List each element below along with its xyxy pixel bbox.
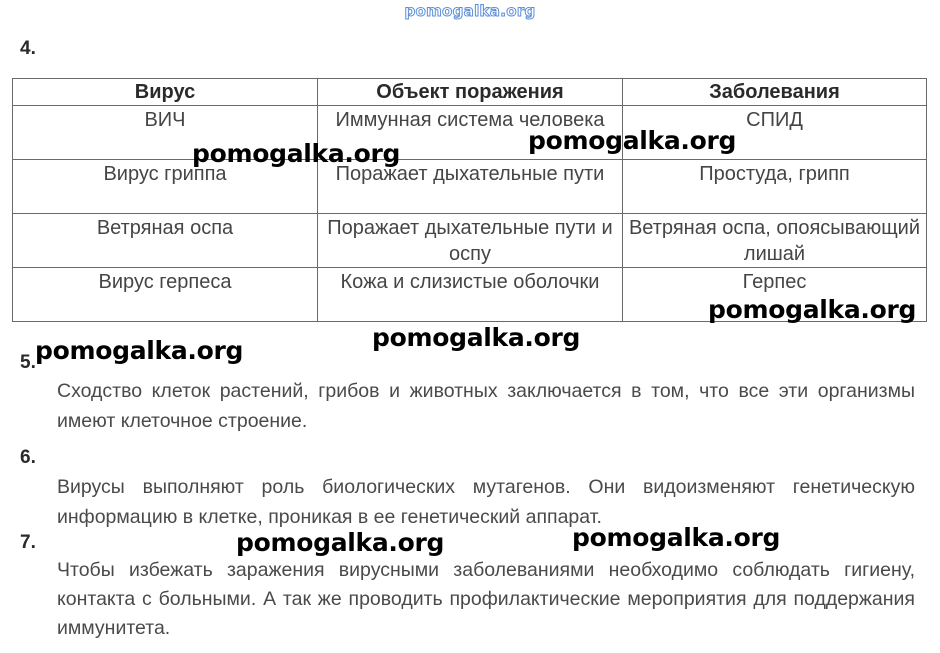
virus-table	[12, 78, 927, 322]
site-header-logo[interactable]: pomogalka.org	[404, 2, 536, 20]
table-cell-disease: СПИД	[623, 106, 927, 160]
watermark: pomogalka.org	[528, 126, 737, 155]
column-header-virus: Вирус	[13, 79, 318, 106]
table-cell-virus: Вирус гриппа	[13, 160, 318, 214]
table-cell-virus: Ветряная оспа	[13, 214, 318, 268]
task-7-answer: Чтобы избежать заражения вирусными заболеваниями необходимо соблюдать гигиену, контакта с больными. А так же проводить профилактические мероприятия для поддержания иммунитета.	[57, 559, 915, 639]
task-5-answer: Сходство клеток растений, грибов и животных заключается в том, что все эти организмы имеют клеточное строение.	[57, 380, 915, 432]
task-4-number: 4.	[20, 38, 36, 59]
table-row	[13, 160, 927, 214]
column-header-disease: Заболевания	[623, 79, 927, 106]
table-cell-target: Кожа и слизистые оболочки	[318, 268, 623, 322]
watermark: pomogalka.org	[708, 295, 917, 324]
task-6-number: 6.	[20, 447, 36, 468]
table-cell-target: Иммунная система человека	[318, 106, 623, 160]
table-cell-target: Поражает дыхательные пути и оспу	[318, 214, 623, 268]
table-cell-virus: ВИЧ	[13, 106, 318, 160]
watermark: pomogalka.org	[572, 523, 781, 552]
table-header-row	[13, 79, 927, 106]
watermark: pomogalka.org	[35, 336, 244, 365]
table-cell-disease: Ветряная оспа, опоясывающий лишай	[623, 214, 927, 268]
task-7-number: 7.	[20, 532, 36, 553]
task-6-answer: Вирусы выполняют роль биологических мутагенов. Они видоизменяют генетическую информацию в клетке, проникая в ее генетический аппарат.	[57, 476, 915, 528]
watermark: pomogalka.org	[236, 528, 445, 557]
table-row	[13, 106, 927, 160]
table-cell-disease: Герпес	[623, 268, 927, 322]
table-cell-target: Поражает дыхательные пути	[318, 160, 623, 214]
table-row	[13, 214, 927, 268]
table-cell-virus: Вирус герпеса	[13, 268, 318, 322]
watermark: pomogalka.org	[192, 139, 401, 168]
table-cell-disease: Простуда, грипп	[623, 160, 927, 214]
task-5-number: 5.	[20, 352, 36, 373]
watermark: pomogalka.org	[372, 323, 581, 352]
column-header-target: Объект поражения	[318, 79, 623, 106]
